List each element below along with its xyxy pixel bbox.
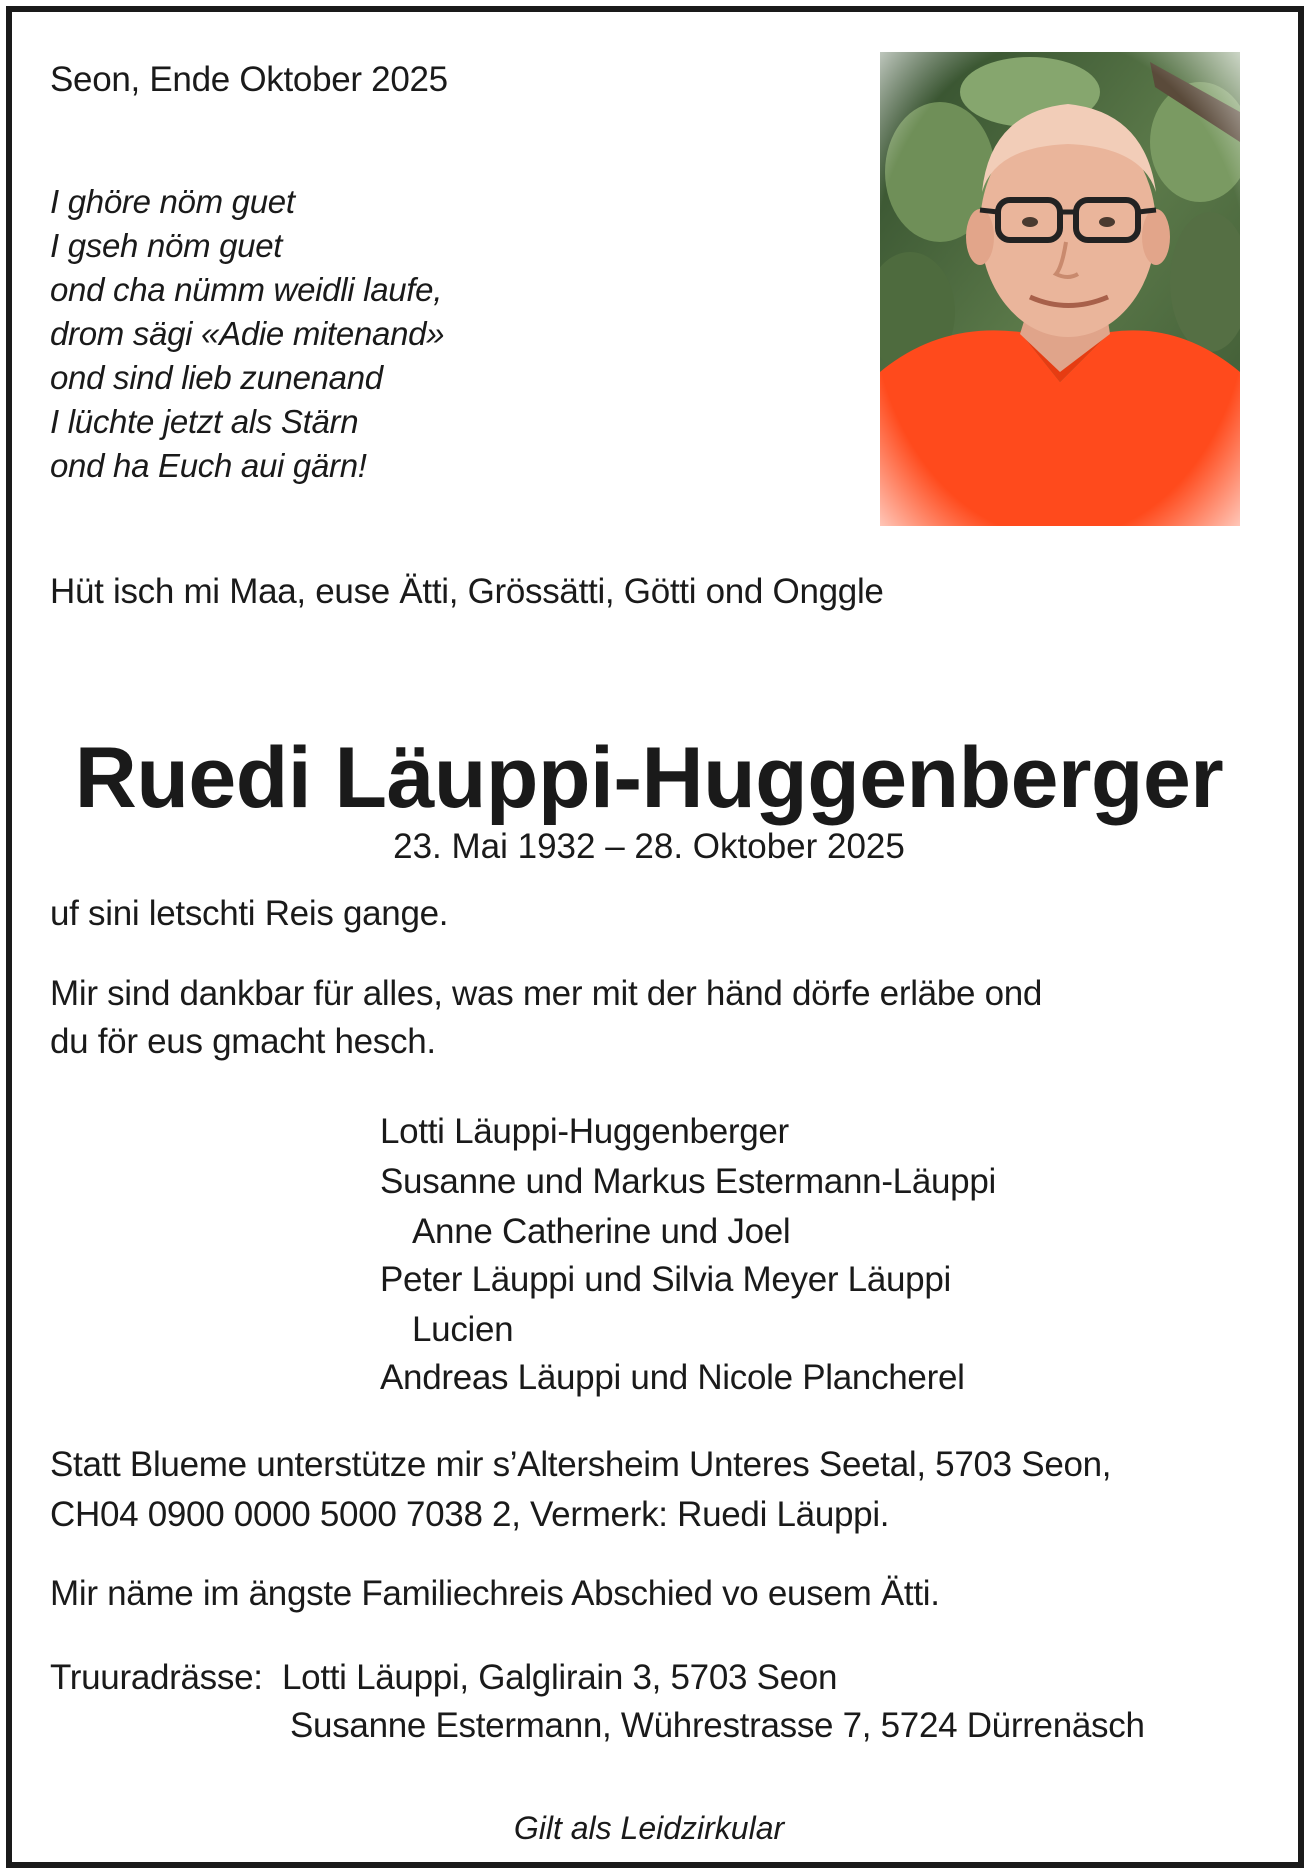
thanks-text [50, 970, 1042, 1066]
address-label: Truuradrässe: [50, 1658, 263, 1697]
poem-line: ond ha Euch aui gärn! [50, 447, 367, 484]
poem-line: I lüchte jetzt als Stärn [50, 403, 359, 440]
address-line-2: Susanne Estermann, Wührestrasse 7, 5724 Dürrenäsch [290, 1706, 1145, 1745]
poem-line: ond cha nümm weidli laufe, [50, 271, 443, 308]
poem-line: drom sägi «Adie mitenand» [50, 315, 445, 352]
place-date: Seon, Ende Oktober 2025 [50, 60, 448, 99]
circular-note: Gilt als Leidzirkular [513, 1810, 785, 1846]
portrait-photo [880, 52, 1240, 526]
mourner-line: Susanne und Markus Estermann-Läuppi [380, 1162, 996, 1201]
deceased-name: Ruedi Läuppi-Huggenberger [74, 729, 1224, 826]
mourner-line: Peter Läuppi und Silvia Meyer Läuppi [380, 1260, 951, 1299]
donation-line: Statt Blueme unterstütze mir s’Altersheim Unteres Seetal, 5703 Seon, [50, 1445, 1112, 1484]
intro-text: Hüt isch mi Maa, euse Ätti, Grössätti, Götti ond Onggle [50, 572, 884, 611]
poem [50, 180, 444, 488]
farewell-text: Mir näme im ängste Familiechreis Abschied vo eusem Ätti. [50, 1574, 940, 1613]
thanks-line: du för eus gmacht hesch. [50, 1022, 436, 1061]
life-dates: 23. Mai 1932 – 28. Oktober 2025 [393, 827, 905, 866]
donation-line: CH04 0900 0000 5000 7038 2, Vermerk: Ruedi Läuppi. [50, 1495, 890, 1534]
poem-line: I gseh nöm guet [50, 227, 283, 264]
donation-text [50, 1440, 1111, 1540]
mourner-line: Lucien [412, 1310, 514, 1349]
mourner-line: Lotti Läuppi-Huggenberger [380, 1112, 789, 1151]
poem-line: ond sind lieb zunenand [50, 359, 383, 396]
journey-text: uf sini letschti Reis gange. [50, 894, 449, 933]
address-line-1: Lotti Läuppi, Galglirain 3, 5703 Seon [282, 1658, 838, 1697]
mourner-line: Anne Catherine und Joel [412, 1212, 791, 1251]
thanks-line: Mir sind dankbar für alles, was mer mit der händ dörfe erläbe ond [50, 974, 1043, 1013]
poem-line: I ghöre nöm guet [50, 183, 295, 220]
mourner-line: Andreas Läuppi und Nicole Plancherel [380, 1358, 965, 1397]
